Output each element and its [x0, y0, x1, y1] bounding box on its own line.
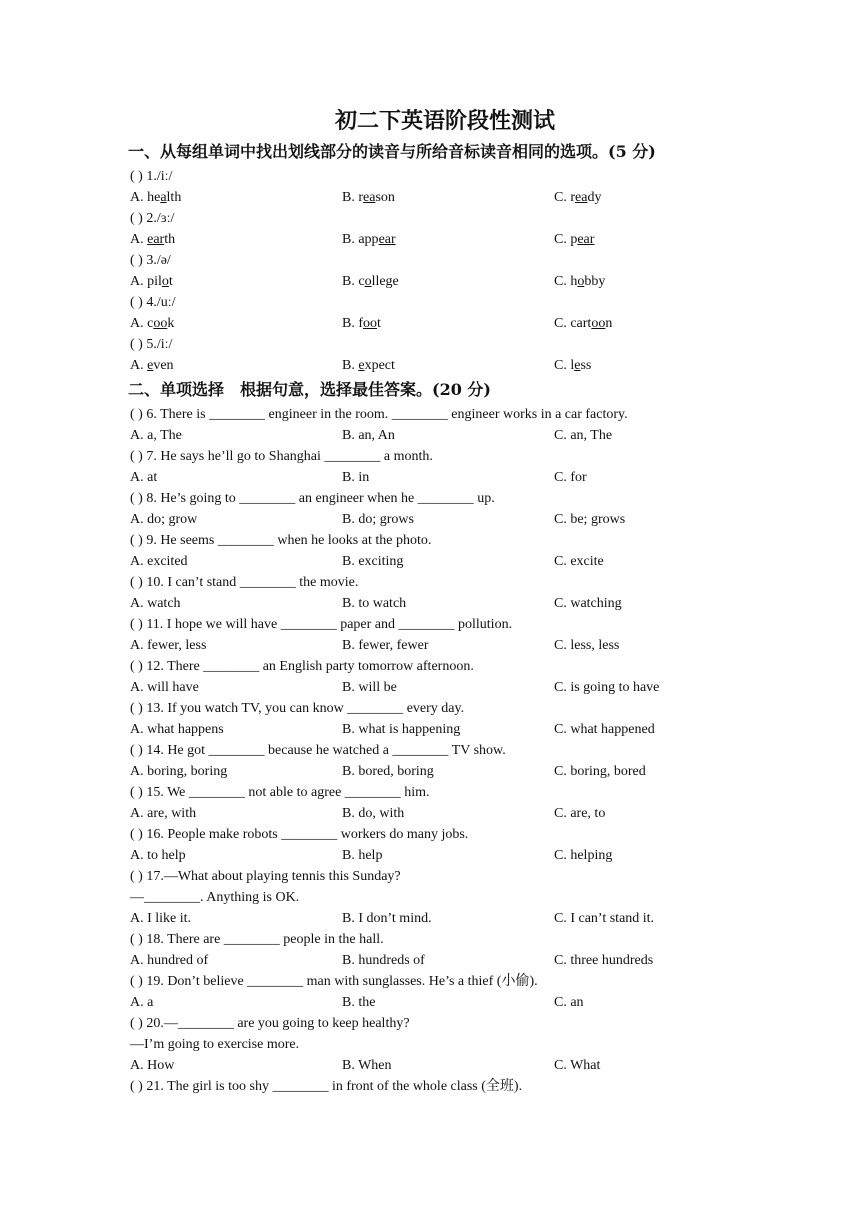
option-c: C. less: [554, 358, 592, 373]
option-b: B. the: [342, 995, 376, 1010]
option-c: C. excite: [554, 554, 604, 569]
option-c: C. is going to have: [554, 680, 660, 695]
question-stem-continued: —I’m going to exercise more.: [130, 1037, 300, 1052]
option-c: C. an: [554, 995, 584, 1010]
option-c: C. boring, bored: [554, 764, 646, 779]
option-b: B. college: [342, 274, 399, 289]
section-heading: 一、从每组单词中找出划线部分的读音与所给音标读音相同的选项。(5 分): [128, 142, 656, 161]
option-a: A. health: [130, 190, 182, 205]
option-a: A. cook: [130, 316, 175, 331]
underlined-letters: a: [160, 190, 167, 205]
options-row: [130, 803, 730, 824]
question-stem: ( ) 17.—What about playing tennis this Sunday?: [130, 869, 401, 884]
options-row: [130, 355, 730, 376]
option-c: C. I can’t stand it.: [554, 911, 655, 926]
option-c: C. be; grows: [554, 512, 626, 527]
option-c: C. less, less: [554, 638, 620, 653]
option-b: B. what is happening: [342, 722, 461, 737]
option-c: C. are, to: [554, 806, 606, 821]
option-b: B. exciting: [342, 554, 404, 569]
underlined-letters: o: [161, 274, 169, 289]
option-c: C. helping: [554, 848, 613, 863]
underlined-letters: ea: [363, 190, 376, 205]
option-a: A. are, with: [130, 806, 197, 821]
option-a: A. a: [130, 995, 154, 1010]
exam-document: [130, 104, 730, 1097]
option-a: A. what happens: [130, 722, 224, 737]
option-a: A. I like it.: [130, 911, 192, 926]
option-a: A. to help: [130, 848, 186, 863]
underlined-letters: ear: [378, 232, 396, 247]
question-stem: ( ) 12. There ________ an English party tomorrow afternoon.: [130, 659, 474, 674]
question-stem: ( ) 4./uː/: [130, 295, 176, 310]
option-b: B. fewer, fewer: [342, 638, 429, 653]
options-row: [130, 719, 730, 740]
options-row: [130, 761, 730, 782]
question-stem: ( ) 9. He seems ________ when he looks at the photo.: [130, 533, 432, 548]
option-c: C. hobby: [554, 274, 606, 289]
question-stem: ( ) 7. He says he’ll go to Shanghai ________ a month.: [130, 449, 433, 464]
options-row: [130, 950, 730, 971]
option-b: B. hundreds of: [342, 953, 425, 968]
options-row: [130, 551, 730, 572]
option-a: A. watch: [130, 596, 181, 611]
question-stem: ( ) 8. He’s going to ________ an engineer when he ________ up.: [130, 491, 495, 506]
option-a: A. earth: [130, 232, 176, 247]
option-b: B. do; grows: [342, 512, 414, 527]
option-b: B. to watch: [342, 596, 407, 611]
question-stem: ( ) 15. We ________ not able to agree ________ him.: [130, 785, 430, 800]
options-row: [130, 229, 730, 250]
option-c: C. watching: [554, 596, 622, 611]
exam-content: [130, 138, 730, 1097]
underlined-letters: oo: [363, 316, 377, 331]
question-stem: ( ) 10. I can’t stand ________ the movie.: [130, 575, 359, 590]
option-b: B. appear: [342, 232, 396, 247]
option-c: C. for: [554, 470, 587, 485]
options-row: [130, 992, 730, 1013]
option-b: B. reason: [342, 190, 395, 205]
option-a: A. at: [130, 470, 158, 485]
options-row: [130, 425, 730, 446]
options-row: [130, 467, 730, 488]
options-row: [130, 677, 730, 698]
options-row: [130, 635, 730, 656]
option-b: B. I don’t mind.: [342, 911, 432, 926]
underlined-letters: e: [574, 358, 581, 373]
option-c: C. ready: [554, 190, 602, 205]
option-c: C. an, The: [554, 428, 613, 443]
option-b: B. foot: [342, 316, 381, 331]
option-c: C. three hundreds: [554, 953, 654, 968]
underlined-letters: ear: [577, 232, 595, 247]
question-stem-continued: —________. Anything is OK.: [130, 890, 300, 905]
underlined-letters: e: [147, 358, 154, 373]
underlined-letters: o: [577, 274, 585, 289]
option-a: A. boring, boring: [130, 764, 228, 779]
question-stem: ( ) 6. There is ________ engineer in the room. ________ engineer works in a car factory.: [130, 407, 628, 422]
page-title: 初二下英语阶段性测试: [334, 108, 555, 134]
question-stem: ( ) 3./ə/: [130, 253, 171, 268]
options-row: [130, 313, 730, 334]
question-stem: ( ) 14. He got ________ because he watched a ________ TV show.: [130, 743, 506, 758]
option-c: C. cartoon: [554, 316, 613, 331]
option-a: A. will have: [130, 680, 199, 695]
options-row: [130, 593, 730, 614]
option-b: B. do, with: [342, 806, 405, 821]
option-b: B. will be: [342, 680, 397, 695]
option-b: B. expect: [342, 358, 395, 373]
option-a: A. do; grow: [130, 512, 198, 527]
options-row: [130, 187, 730, 208]
underlined-letters: ear: [147, 232, 165, 247]
question-stem: ( ) 16. People make robots ________ workers do many jobs.: [130, 827, 469, 842]
option-b: B. When: [342, 1058, 392, 1073]
option-b: B. in: [342, 470, 370, 485]
underlined-letters: ea: [575, 190, 588, 205]
option-a: A. excited: [130, 554, 188, 569]
question-stem: ( ) 2./ɜː/: [130, 211, 175, 226]
question-stem: ( ) 1./iː/: [130, 169, 173, 184]
question-stem: ( ) 13. If you watch TV, you can know ________ every day.: [130, 701, 465, 716]
options-row: [130, 509, 730, 530]
option-c: C. pear: [554, 232, 595, 247]
underlined-letters: oo: [153, 316, 168, 331]
question-stem: ( ) 5./iː/: [130, 337, 173, 352]
option-a: A. even: [130, 358, 174, 373]
question-stem: ( ) 19. Don’t believe ________ man with sunglasses. He’s a thief (小偷).: [130, 974, 538, 989]
section-heading: 二、单项选择 根据句意，选择最佳答案。(20 分): [128, 380, 491, 399]
option-a: A. a, The: [130, 428, 182, 443]
option-b: B. help: [342, 848, 383, 863]
options-row: [130, 908, 730, 929]
option-a: A. pilot: [130, 274, 173, 289]
question-stem: ( ) 20.—________ are you going to keep healthy?: [130, 1016, 410, 1031]
option-a: A. How: [130, 1058, 175, 1073]
options-row: [130, 271, 730, 292]
option-c: C. what happened: [554, 722, 655, 737]
question-stem: ( ) 11. I hope we will have ________ paper and ________ pollution.: [130, 617, 513, 632]
underlined-letters: o: [364, 274, 372, 289]
options-row: [130, 1055, 730, 1076]
question-stem: ( ) 21. The girl is too shy ________ in front of the whole class (全班).: [130, 1079, 523, 1094]
option-b: B. an, An: [342, 428, 395, 443]
option-a: A. fewer, less: [130, 638, 207, 653]
underlined-letters: e: [358, 358, 365, 373]
underlined-letters: oo: [591, 316, 606, 331]
options-row: [130, 845, 730, 866]
question-stem: ( ) 18. There are ________ people in the hall.: [130, 932, 384, 947]
option-a: A. hundred of: [130, 953, 209, 968]
option-b: B. bored, boring: [342, 764, 434, 779]
option-c: C. What: [554, 1058, 601, 1073]
